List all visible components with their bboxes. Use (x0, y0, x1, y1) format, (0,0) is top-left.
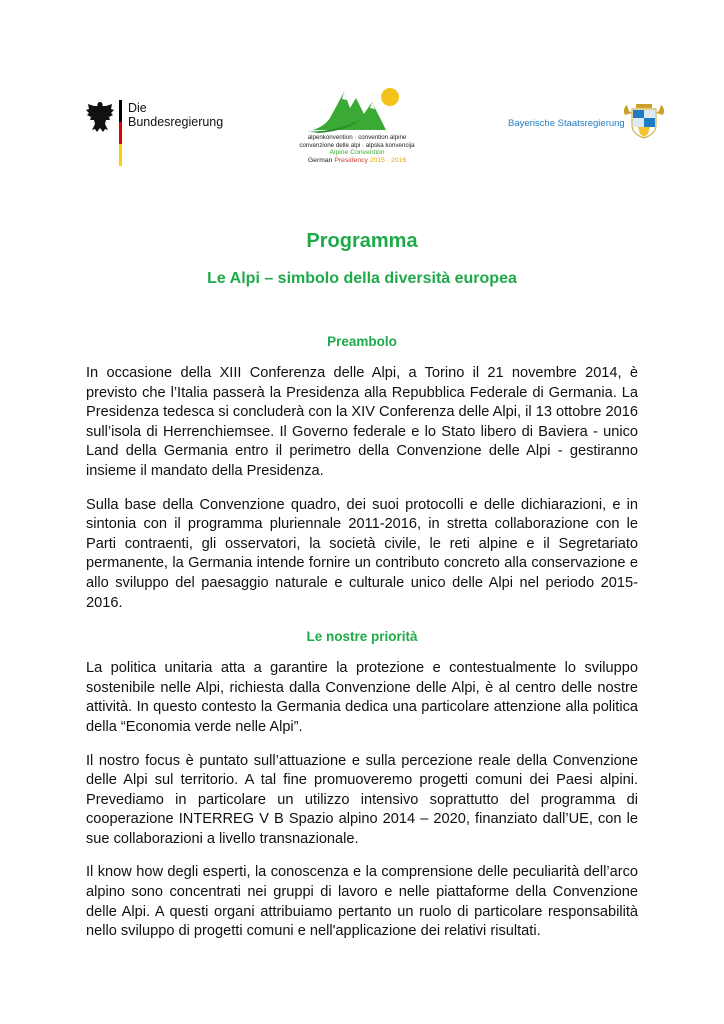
section-heading-preambolo: Preambolo (327, 334, 397, 349)
page-header (0, 0, 724, 190)
alpine-line-2: convenzione delle alpi · alpska konvencija (299, 141, 415, 149)
paragraph-1: In occasione della XIII Conferenza delle Alpi, a Torino il 21 novembre 2014, è previsto che l’Italia passerà la Presidenza alla Repubblica Federale di Germania. La Presidenza tedesca si concluderà con la XIV Conferenza delle Alpi, il 13 ottobre 2016 sull’isola di Herrenchiemsee. Il Governo federale e lo Stato libero di Baviera - unico Land della Germania entro il perimetro della Convenzione delle Alpi - gestiranno insieme il mandato della Presidenza. (86, 365, 638, 479)
german-flag-bar (119, 100, 122, 166)
alpine-convention-logo (282, 84, 432, 184)
paragraph-5: Il know how degli esperti, la conoscenza e la comprensione delle peculiarità dell’arco alpino sono concentrati nei gruppi di lavoro e nelle piattaforme della Convenzione delle Alpi. A questi organi attribuiamo pertanto un ruolo di particolare responsabilità nello sviluppo di progetti comuni e nell'applicazione dei relativi risultati. (86, 864, 638, 940)
bundesregierung-name: Die Bundesregierung (128, 101, 224, 129)
page-subtitle: Le Alpi – simbolo della diversità europea (207, 270, 517, 287)
paragraph-3: La politica unitaria atta a garantire la protezione e contestualmente lo sviluppo sostenibile nelle Alpi, richiesta dalla Convenzione delle Alpi, è al centro delle nostre attività. In questo contesto la Germania dedica una particolare attenzione alla politica della “Economia verde nelle Alpi”. (86, 660, 638, 735)
alpine-mountains-icon (306, 84, 408, 134)
federal-eagle-icon (85, 100, 115, 134)
document-body (86, 228, 638, 942)
alpine-line-1: alpenkonvention · convention alpine (307, 134, 407, 141)
german-presidency-line: German Presidency 2015 · 2016 (307, 156, 407, 164)
alpine-line-3: Alpine Convention (329, 149, 385, 157)
section-heading-priorita: Le nostre priorità (306, 629, 418, 645)
paragraph-4: Il nostro focus è puntato sull’attuazione e sulla percezione reale della Convenzione delle Alpi sul territorio. A tal fine promuoveremo progetti comuni dei Paesi alpini. Prevediamo in particolare un utilizzo intensivo soprattutto del programma di cooperazione INTERREG V B Spazio alpino 2014 – 2020, finanziato dall’UE, con le sue collaborazioni a livello transnazionale. (86, 752, 638, 847)
page-title: Programma (306, 230, 418, 252)
bavaria-name: Bayerische Staatsregierung (508, 118, 625, 129)
bavarian-crest-icon (622, 103, 666, 139)
paragraph-2: Sulla base della Convenzione quadro, dei suoi protocolli e delle dichiarazioni, e in sintonia con il programma pluriennale 2011-2016, in stretta collaborazione con le Parti contraenti, gli osservatori, la società civile, le reti alpine e il Segretariato permanente, la Germania intende fornire un contributo concreto alla conservazione e allo sviluppo del paesaggio naturale e culturale unico delle Alpi nel periodo 2015-2016. (86, 496, 638, 611)
